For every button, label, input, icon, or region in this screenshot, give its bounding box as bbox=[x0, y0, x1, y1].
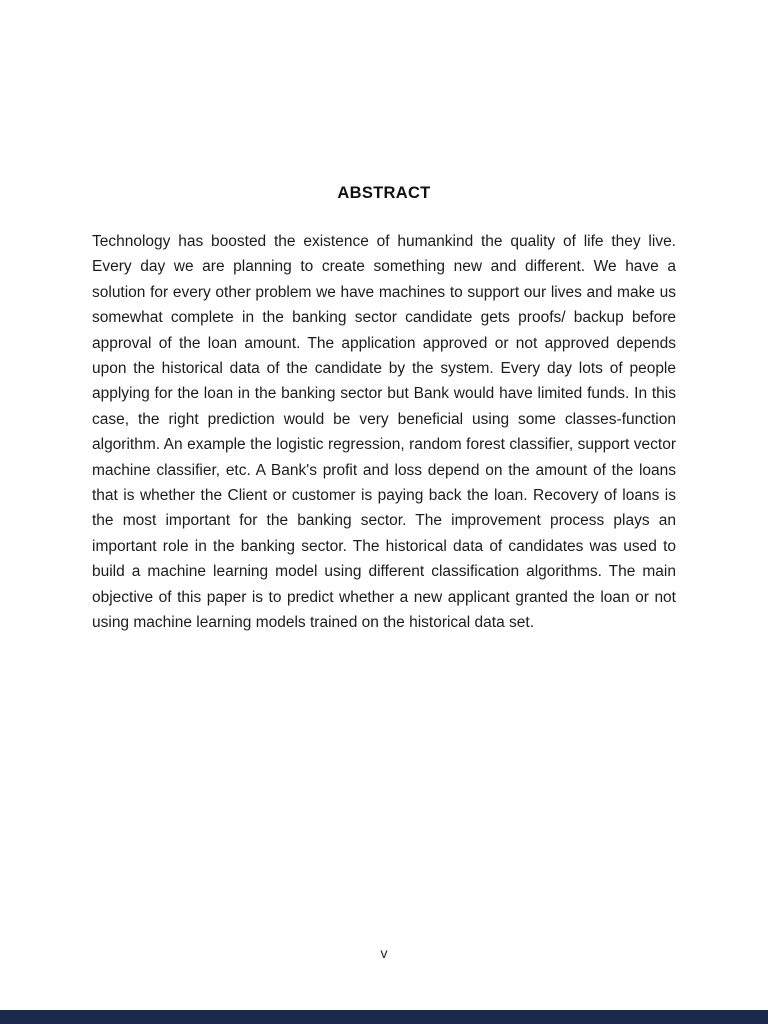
viewer-footer-bar bbox=[0, 1010, 768, 1024]
abstract-paragraph: Technology has boosted the existence of humankind the quality of life they live. Every day we are planning to create something new and different. We have a solution for every other problem we have machines to support our lives and make us somewhat complete in the banking sector candidate gets proofs/ backup before approval of the loan amount. The application approved or not approved depends upon the historical data of the candidate by the system. Every day lots of people applying for the loan in the banking sector but Bank would have limited funds. In this case, the right prediction would be very beneficial using some classes-function algorithm. An example the logistic regression, random forest classifier, support vector machine classifier, etc. A Bank's profit and loss depend on the amount of the loans that is whether the Client or customer is paying back the loan. Recovery of loans is the most important for the banking sector. The improvement process plays an important role in the banking sector. The historical data of candidates was used to build a machine learning model using different classification algorithms. The main objective of this paper is to predict whether a new applicant granted the loan or not using machine learning models trained on the historical data set. bbox=[92, 233, 676, 632]
abstract-title: ABSTRACT bbox=[337, 184, 431, 202]
page-number: v bbox=[380, 945, 388, 961]
